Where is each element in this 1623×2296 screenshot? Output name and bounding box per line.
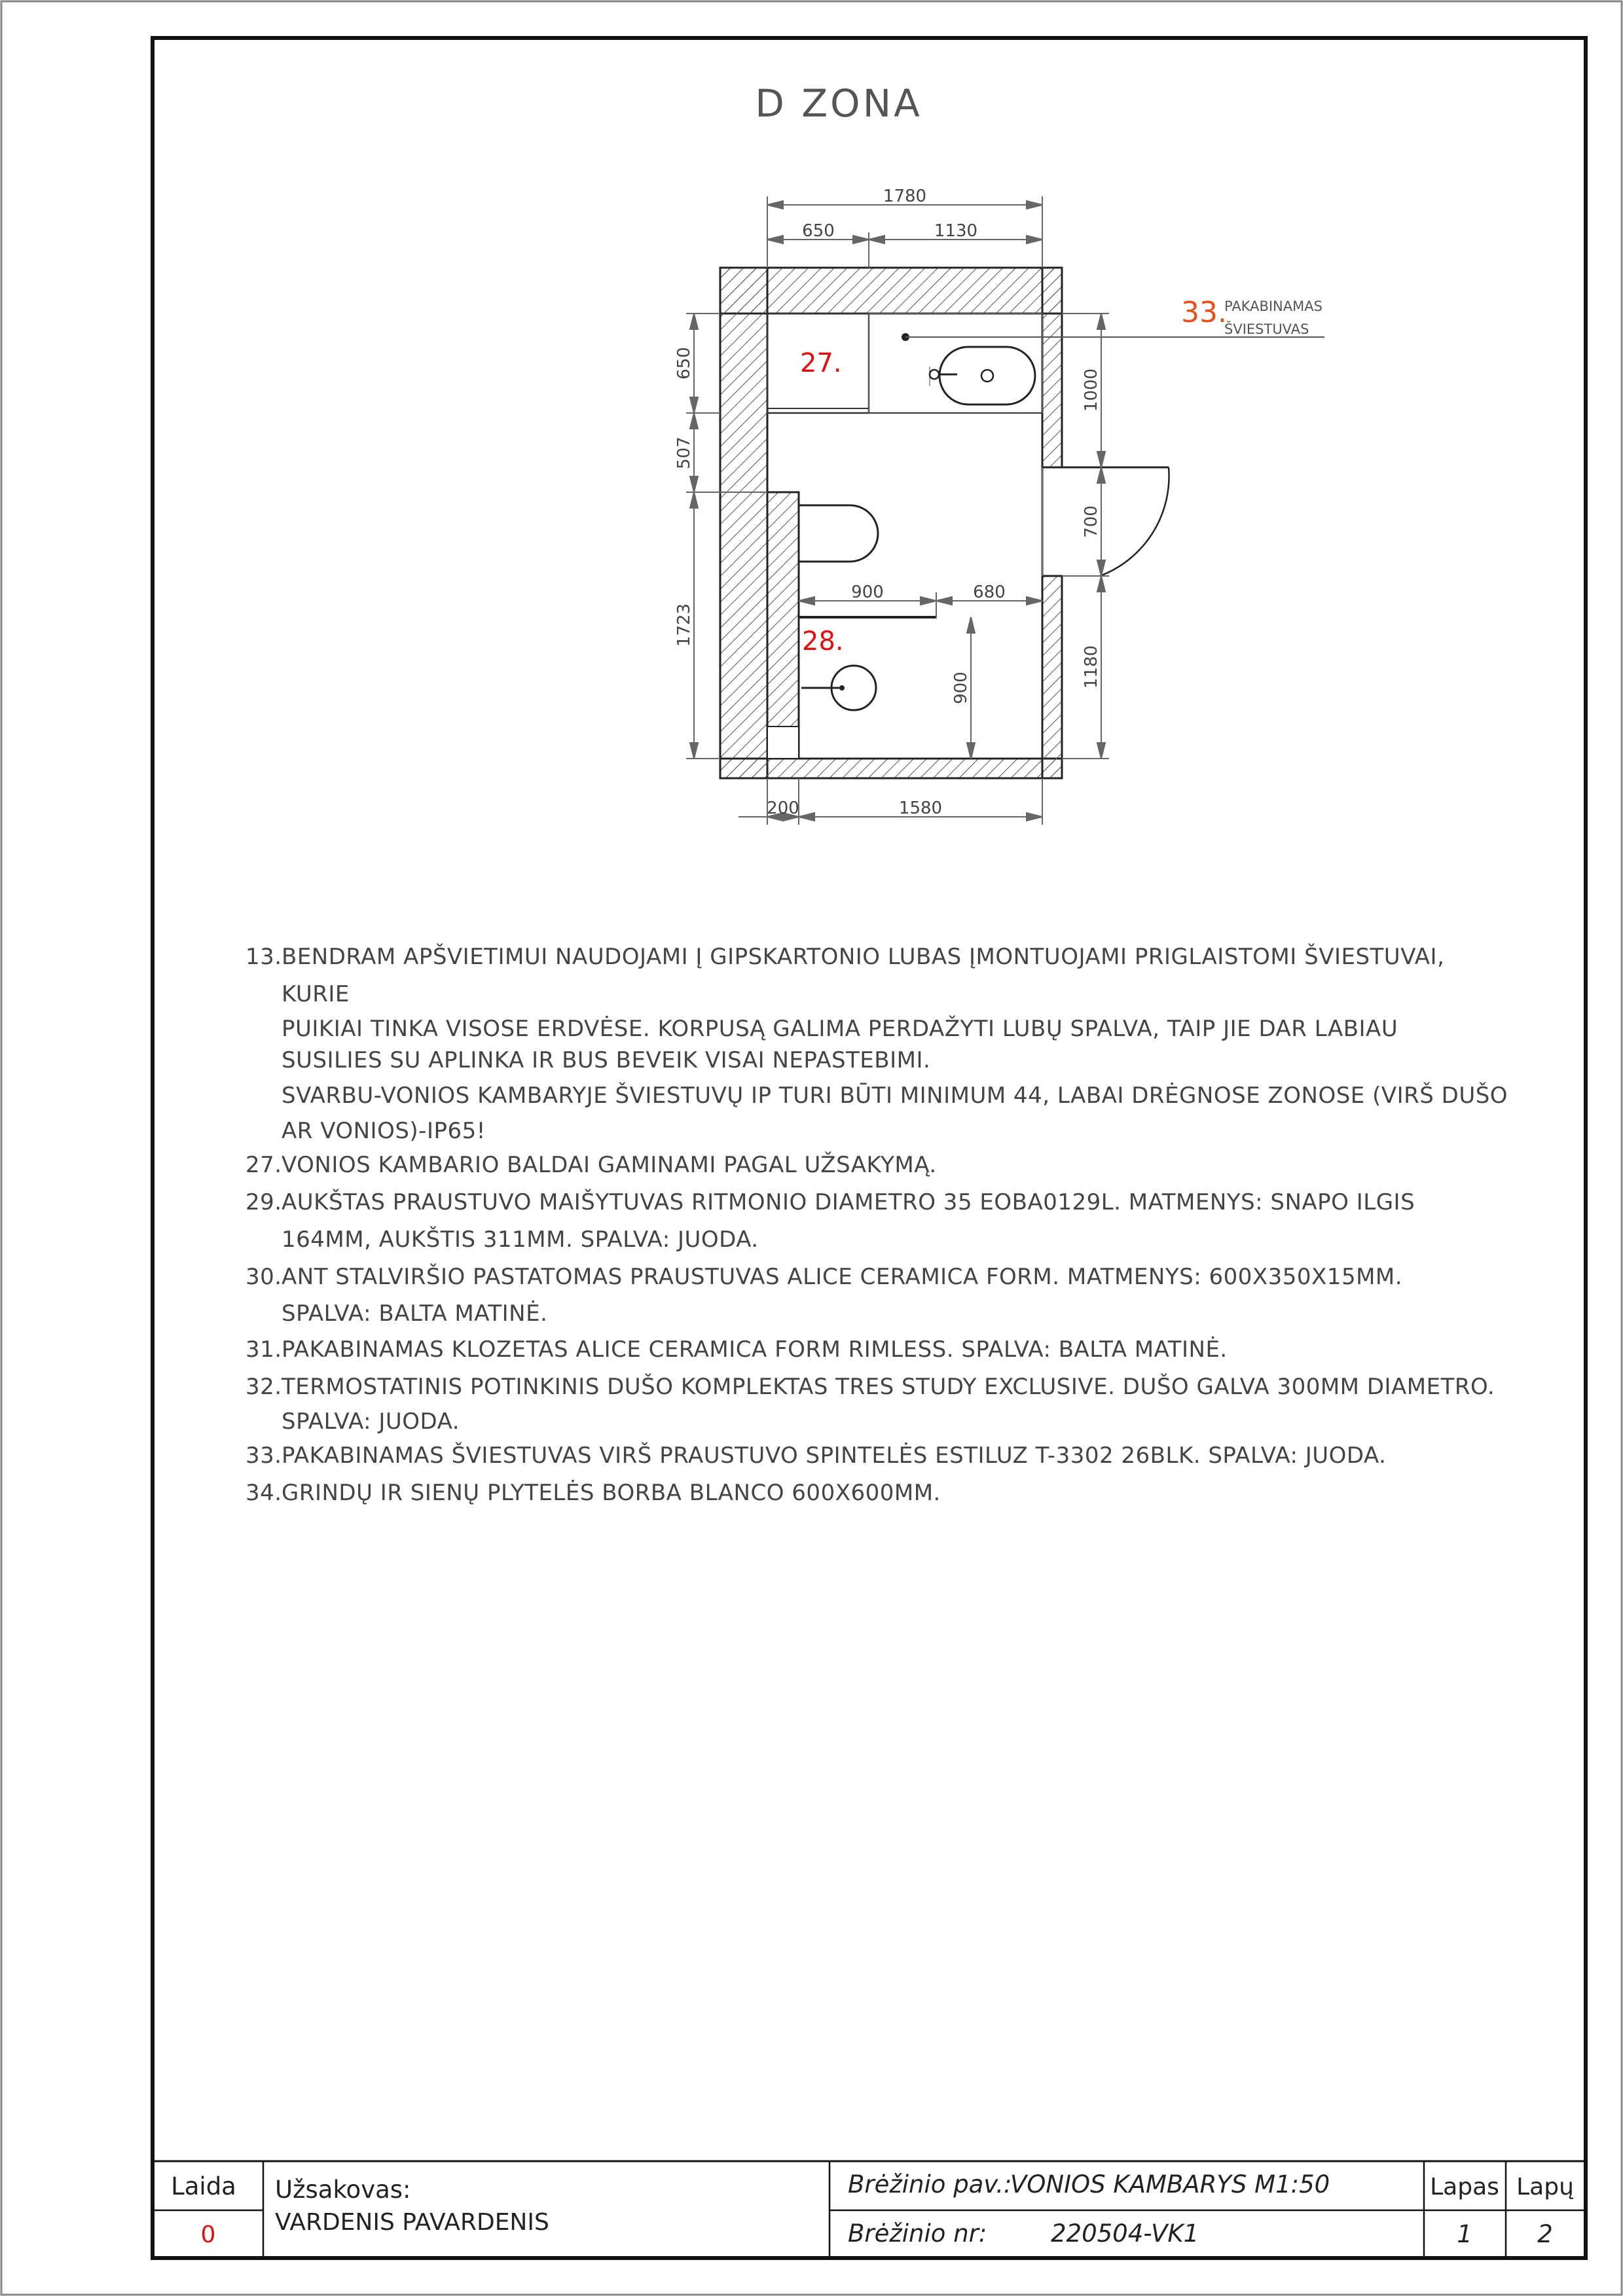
dim-left-top: 650 <box>674 347 694 380</box>
note-line: SUSILIES SU APLINKA IR BUS BEVEIK VISAI NEPASTEBIMI. <box>282 1047 931 1073</box>
uzsakovas-label: Užsakovas: <box>275 2176 411 2204</box>
lapas-label: Lapas <box>1430 2174 1499 2200</box>
title-block-texts <box>171 2170 1574 2248</box>
note-27 <box>246 1147 1516 1184</box>
lapu-value: 2 <box>1537 2220 1553 2248</box>
callout-27: 27. <box>800 348 842 378</box>
note-32 <box>246 1369 1516 1437</box>
dim-inner-900-h: 900 <box>851 583 884 602</box>
dim-right-door: 700 <box>1082 505 1101 538</box>
dim-left-mid: 507 <box>674 437 694 469</box>
note-number: 29. <box>246 1189 282 1215</box>
dim-left-bottom: 1723 <box>674 603 694 647</box>
note-33 <box>246 1437 1516 1475</box>
note-line: SVARBU-VONIOS KAMBARYJE ŠVIESTUVŲ IP TURI BŪTI MINIMUM 44, LABAI DRĖGNOSE ZONOSE (VIRŠ DUŠO <box>282 1083 1508 1109</box>
note-line: VONIOS KAMBARIO BALDAI GAMINAMI PAGAL UŽSAKYMĄ. <box>282 1152 937 1178</box>
note-13 <box>246 939 1516 1147</box>
note-line: SPALVA: BALTA MATINĖ. <box>282 1300 548 1327</box>
note-line: AUKŠTAS PRAUSTUVO MAIŠYTUVAS RITMONIO DIAMETRO 35 EOBA0129L. MATMENYS: SNAPO ILGIS <box>282 1189 1415 1215</box>
floor-plan <box>720 268 1324 778</box>
note-number: 32. <box>246 1374 282 1400</box>
note-number: 27. <box>246 1152 282 1178</box>
drawing-title: D ZONA <box>755 81 922 126</box>
note-line: TERMOSTATINIS POTINKINIS DUŠO KOMPLEKTAS TRES STUDY EXCLUSIVE. DUŠO GALVA 300MM DIAMETRO. <box>282 1374 1495 1400</box>
brezinio-nr-label: Brėžinio nr: <box>848 2219 987 2248</box>
dim-right-top: 1000 <box>1082 368 1101 412</box>
callout-33-line2: ŠVIESTUVAS <box>1224 321 1309 337</box>
dim-inner-680: 680 <box>973 583 1006 602</box>
dim-top-left: 650 <box>802 221 835 241</box>
dim-right-bottom: 1180 <box>1082 645 1101 689</box>
note-line: SPALVA: JUODA. <box>282 1408 460 1435</box>
dim-top-right: 1130 <box>934 221 978 241</box>
note-line: GRINDŲ IR SIENŲ PLYTELĖS BORBA BLANCO 600X600MM. <box>282 1480 941 1506</box>
note-line: 164MM, AUKŠTIS 311MM. SPALVA: JUODA. <box>282 1227 759 1253</box>
note-number: 34. <box>246 1480 282 1506</box>
brezinio-nr-value: 220504-VK1 <box>1051 2219 1199 2248</box>
note-number: 31. <box>246 1336 282 1363</box>
note-line: PUIKIAI TINKA VISOSE ERDVĖSE. KORPUSĄ GALIMA PERDAŽYTI LUBŲ SPALVA, TAIP JIE DAR LABIAU <box>282 1016 1398 1042</box>
lapu-label: Lapų <box>1516 2174 1574 2200</box>
walls <box>720 268 1062 778</box>
note-31 <box>246 1331 1516 1369</box>
brezinio-pav-value: VONIOS KAMBARYS M1:50 <box>1010 2170 1330 2198</box>
callout-33-number: 33. <box>1181 296 1227 329</box>
dim-bottom-left: 200 <box>767 798 799 818</box>
note-number: 13. <box>246 944 282 970</box>
lapas-value: 1 <box>1457 2220 1472 2248</box>
note-number: 30. <box>246 1264 282 1290</box>
dim-top-total: 1780 <box>883 187 927 206</box>
note-line: PAKABINAMAS ŠVIESTUVAS VIRŠ PRAUSTUVO SPINTELĖS ESTILUZ T-3302 26BLK. SPALVA: JUODA. <box>282 1443 1387 1469</box>
note-line: AR VONIOS)-IP65! <box>282 1118 486 1144</box>
notes-list <box>246 939 1516 1512</box>
uzsakovas-value: VARDENIS PAVARDENIS <box>275 2209 549 2236</box>
laida-label: Laida <box>171 2172 236 2200</box>
note-line: ANT STALVIRŠIO PASTATOMAS PRAUSTUVAS ALICE CERAMICA FORM. MATMENYS: 600X350X15MM. <box>282 1264 1403 1290</box>
note-line: PAKABINAMAS KLOZETAS ALICE CERAMICA FORM RIMLESS. SPALVA: BALTA MATINĖ. <box>282 1336 1228 1363</box>
note-29 <box>246 1184 1516 1259</box>
note-line: BENDRAM APŠVIETIMUI NAUDOJAMI Į GIPSKARTONIO LUBAS ĮMONTUOJAMI PRIGLAISTOMI ŠVIESTUVAI, KURIE <box>282 944 1445 1007</box>
note-30 <box>246 1259 1516 1331</box>
dim-bottom-right: 1580 <box>898 798 943 818</box>
dim-inner-900-v: 900 <box>951 672 971 704</box>
note-34 <box>246 1475 1516 1512</box>
note-number: 33. <box>246 1443 282 1469</box>
brezinio-pav-label: Brėžinio pav.: <box>848 2170 1012 2198</box>
callout-33-line1: PAKABINAMAS <box>1224 298 1322 314</box>
callout-28: 28. <box>802 626 844 656</box>
laida-value: 0 <box>200 2221 216 2248</box>
